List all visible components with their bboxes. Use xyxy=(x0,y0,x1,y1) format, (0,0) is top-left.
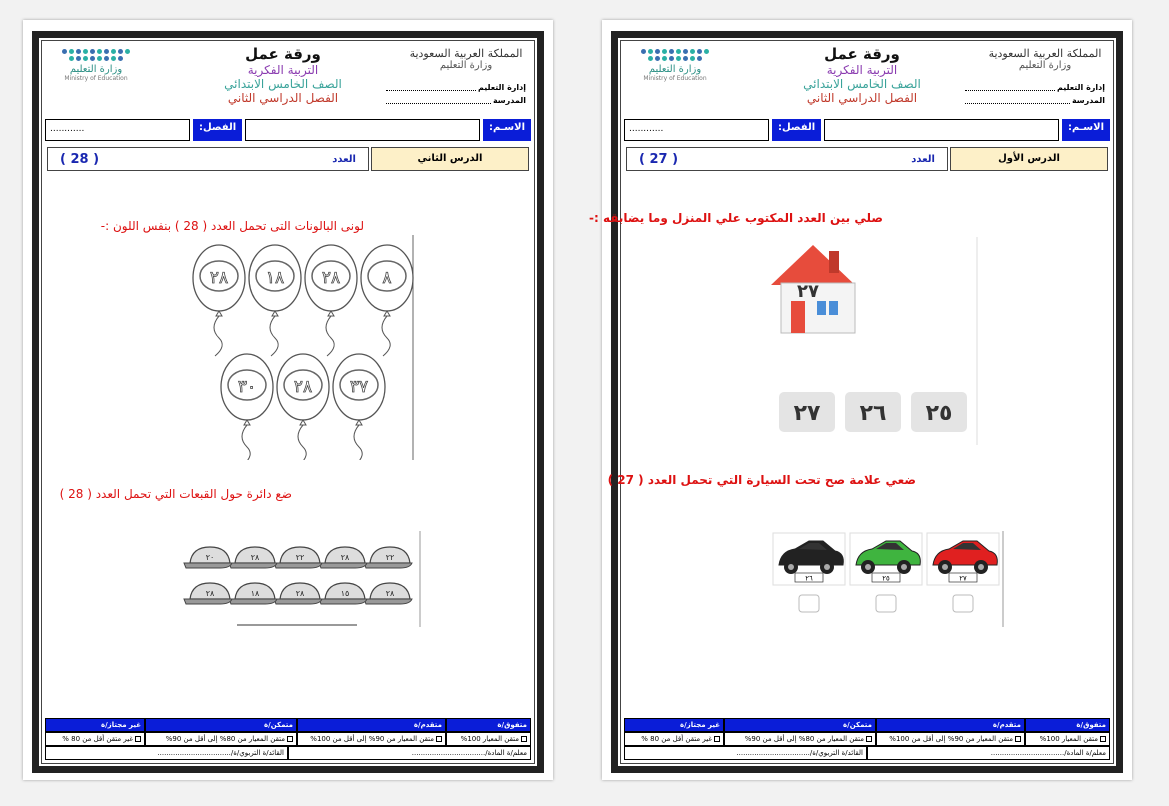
lesson-name: الدرس الأول xyxy=(950,147,1108,171)
checkbox[interactable] xyxy=(436,736,442,742)
chimney xyxy=(829,251,839,273)
page-header xyxy=(42,41,534,116)
checkbox[interactable] xyxy=(287,736,293,742)
grade-title: الصف الخامس الابتدائي xyxy=(224,77,342,91)
kingdom-calligraphy: المملكة العربية السعودية وزارة التعليم xyxy=(988,47,1102,71)
number-card[interactable] xyxy=(845,392,901,432)
instruction-house: صلي بين العدد المكتوب علي المنزل وما يضابقه :- xyxy=(589,211,883,225)
balloon[interactable] xyxy=(277,354,329,460)
house-roof xyxy=(771,245,855,285)
number-card-label: ٢٦ xyxy=(859,401,887,426)
balloon-number: ٣٠ xyxy=(237,377,257,397)
cap-number: ٢٨ xyxy=(385,589,395,598)
house-window xyxy=(817,301,826,315)
assessment-rubric: متفوق/ة متقدم/ة متمكن/ة غير مجتاز/ة متقن المعيار 100% متقن المعيار من 90% إلى أقل من 100% متقن المعيار من 80% إلى أقل من 90% غير متقن أقل من 80 % معلم/ة المادة/................................. القائد/ة التربوي/ة/................................. xyxy=(45,718,531,760)
balloon-number: ٢٨ xyxy=(321,268,341,288)
balloon-number: ٢٨ xyxy=(209,268,229,288)
name-field[interactable] xyxy=(824,119,1059,141)
caps-picture xyxy=(172,531,422,627)
decorative-border xyxy=(32,31,544,773)
car-checkbox[interactable] xyxy=(953,595,973,612)
balloons-picture xyxy=(177,235,417,460)
number-card-label: ٢٧ xyxy=(793,401,821,426)
title-block xyxy=(182,45,384,105)
cap[interactable] xyxy=(319,583,367,604)
worksheet-page-1 xyxy=(589,20,1132,780)
admin-fields: إدارة التعليم المدرسة xyxy=(965,83,1105,109)
balloon-number: ٨ xyxy=(382,268,392,288)
worksheet-title: ورقة عمل xyxy=(245,45,321,63)
checkbox[interactable] xyxy=(714,736,720,742)
cars-picture xyxy=(751,531,1006,627)
car-plate: ٢٦ xyxy=(805,574,813,583)
balloon[interactable] xyxy=(249,245,301,356)
name-field[interactable] xyxy=(245,119,480,141)
instruction-caps: ضع دائرة حول القبعات التي تحمل العدد ( 28 ) xyxy=(59,487,292,501)
number-card[interactable] xyxy=(911,392,967,432)
cap[interactable] xyxy=(364,547,412,568)
student-info-row xyxy=(45,119,531,141)
cap[interactable] xyxy=(319,547,367,568)
cap-number: ١٨ xyxy=(250,589,260,598)
balloon[interactable] xyxy=(305,245,357,356)
car-plate: ٢٥ xyxy=(882,574,890,583)
assessment-rubric: متفوق/ة متقدم/ة متمكن/ة غير مجتاز/ة متقن المعيار 100% متقن المعيار من 90% إلى أقل من 100% متقن المعيار من 80% إلى أقل من 90% غير متقن أقل من 80 % معلم/ة المادة/................................. القائد/ة التربوي/ة/................................. xyxy=(624,718,1110,760)
grade-title: الصف الخامس الابتدائي xyxy=(803,77,921,91)
instruction-cars: ضعي علامة صح تحت السيارة التي تحمل العدد ( 27 ) xyxy=(607,473,916,487)
class-label: الفصل: xyxy=(772,119,821,141)
balloon[interactable] xyxy=(333,354,385,460)
balloon-number: ٢٨ xyxy=(293,377,313,397)
ministry-logo: وزارة التعليم Ministry of Education xyxy=(50,49,142,82)
instruction-balloons: لونى البالونات التى تحمل العدد ( 28 ) بنفس اللون :- xyxy=(100,219,364,233)
admin-fields: إدارة التعليم المدرسة xyxy=(386,83,526,109)
car[interactable] xyxy=(850,533,922,612)
cap[interactable] xyxy=(364,583,412,604)
cap-number: ٢٨ xyxy=(340,553,350,562)
cap[interactable] xyxy=(184,583,232,604)
cap-number: ٢٨ xyxy=(295,589,305,598)
house-door xyxy=(791,301,805,333)
cap-number: ٢٢ xyxy=(295,553,305,562)
class-field[interactable]: ............ xyxy=(45,119,190,141)
ministry-logo: وزارة التعليم Ministry of Education xyxy=(629,49,721,82)
cap[interactable] xyxy=(229,583,277,604)
checkbox[interactable] xyxy=(1015,736,1021,742)
cap[interactable] xyxy=(184,547,232,568)
cap-number: ٢٨ xyxy=(205,589,215,598)
house-number: ٢٧ xyxy=(797,281,819,302)
car-checkbox[interactable] xyxy=(876,595,896,612)
lesson-row xyxy=(626,147,1108,171)
term-title: الفصل الدراسي الثاني xyxy=(227,91,339,105)
number-card-label: ٢٥ xyxy=(925,401,953,426)
lesson-number: العدد ( 28 ) xyxy=(47,147,369,171)
cap[interactable] xyxy=(274,547,322,568)
checkbox[interactable] xyxy=(866,736,872,742)
house-window xyxy=(829,301,838,315)
checkbox[interactable] xyxy=(1100,736,1106,742)
kingdom-calligraphy: المملكة العربية السعودية وزارة التعليم xyxy=(409,47,523,71)
cap-number: ٢٠ xyxy=(205,553,215,562)
checkbox[interactable] xyxy=(135,736,141,742)
class-label: الفصل: xyxy=(193,119,242,141)
car[interactable] xyxy=(927,533,999,612)
page-header xyxy=(621,41,1113,116)
cap-number: ١٥ xyxy=(340,589,350,598)
cap-number: ٢٢ xyxy=(385,553,395,562)
car[interactable] xyxy=(773,533,845,612)
cap[interactable] xyxy=(229,547,277,568)
car-checkbox[interactable] xyxy=(799,595,819,612)
name-label: الاسـم: xyxy=(1062,119,1110,141)
student-info-row xyxy=(624,119,1110,141)
class-field[interactable]: ............ xyxy=(624,119,769,141)
lesson-name: الدرس الثاني xyxy=(371,147,529,171)
cap[interactable] xyxy=(274,583,322,604)
checkbox[interactable] xyxy=(521,736,527,742)
balloon[interactable] xyxy=(361,245,413,356)
car-plate: ٢٧ xyxy=(959,574,967,583)
lesson-row xyxy=(47,147,529,171)
lesson-number: العدد ( 27 ) xyxy=(626,147,948,171)
balloon-number: ٣٧ xyxy=(349,377,369,397)
worksheet-page-2 xyxy=(23,20,553,780)
subject-title: التربية الفكرية xyxy=(826,63,898,77)
term-title: الفصل الدراسي الثاني xyxy=(806,91,918,105)
title-block xyxy=(761,45,963,105)
balloon[interactable] xyxy=(221,354,273,460)
cap-number: ٢٨ xyxy=(250,553,260,562)
name-label: الاسـم: xyxy=(483,119,531,141)
number-card[interactable] xyxy=(779,392,835,432)
decorative-border xyxy=(589,31,1123,773)
house-matching-picture xyxy=(761,237,981,447)
subject-title: التربية الفكرية xyxy=(247,63,319,77)
worksheet-title: ورقة عمل xyxy=(824,45,900,63)
balloon-number: ١٨ xyxy=(265,268,285,288)
balloon[interactable] xyxy=(193,245,245,356)
